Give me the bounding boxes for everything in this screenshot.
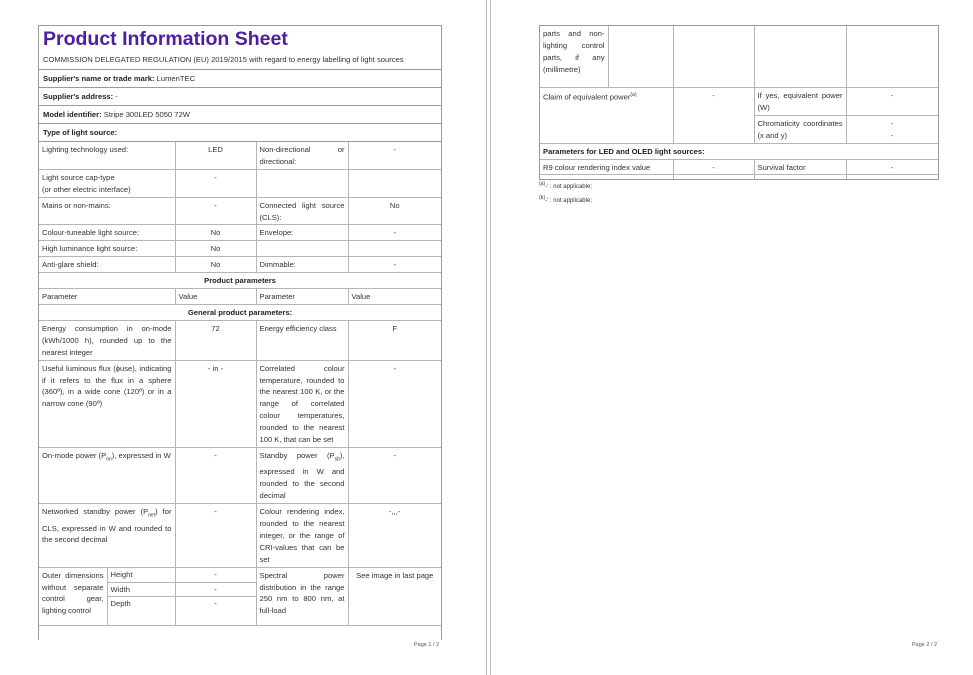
value-cell: - (846, 159, 938, 175)
table-row (39, 504, 441, 568)
general-parameters-header: General product parameters: (39, 304, 441, 320)
param-cell: High luminance light source: (39, 241, 175, 257)
model-identifier-value: Stripe 300LED 5050 72W (103, 110, 190, 119)
value-cell (348, 241, 441, 257)
param-cell (39, 504, 175, 568)
footnote-b-text: -' : not applicable; (545, 198, 592, 204)
param-cell: Colour rendering index, rounded to the nearest integer, or the range of CRI-values that can be set (256, 504, 348, 568)
value-cell: - (175, 197, 256, 225)
document-page-2 (491, 0, 973, 675)
col-parameter-1: Parameter (39, 289, 175, 305)
networked-sub: net (148, 512, 156, 519)
table-row (39, 567, 441, 626)
param-cell (540, 88, 673, 144)
table-row (39, 257, 441, 273)
param-cell: Colour-tuneable light source: (39, 225, 175, 241)
page-title: Product Information Sheet (43, 28, 288, 50)
param-cell: Survival factor (754, 159, 846, 175)
param-cell (256, 241, 348, 257)
light-source-type-label: Type of light source: (43, 128, 118, 137)
dimension-width-label: Width (107, 582, 175, 597)
value-cell: - (175, 169, 256, 197)
table-row (39, 360, 441, 447)
param-cell: Chromaticity coordinates (x and y) (754, 115, 846, 143)
column-header-row (39, 289, 441, 305)
regulation-text: COMMISSION DELEGATED REGULATION (EU) 2019/2015 with regard to energy labelling of light sources (39, 51, 441, 70)
networked-text: Networked standby power (P (42, 507, 149, 517)
value-cell: - (846, 88, 938, 116)
onmode-text: On-mode power (P (42, 450, 107, 460)
supplier-name-row (39, 70, 441, 88)
model-identifier-row (39, 106, 441, 124)
col-value-2: Value (348, 289, 441, 305)
dimension-values (176, 568, 256, 626)
value-cell: 72 (175, 320, 256, 360)
param-cell (39, 169, 175, 197)
param-cell: Energy efficiency class (256, 320, 348, 360)
table-row (540, 159, 938, 175)
value-cell: - (348, 257, 441, 273)
info-sheet-frame-continued (539, 25, 939, 180)
value-cell: - (348, 225, 441, 241)
dimensions-cell (39, 567, 175, 626)
param-cell: Lighting technology used: (39, 142, 175, 169)
light-source-type-row (39, 124, 441, 142)
table-row (39, 142, 441, 169)
dimension-value-row (176, 568, 256, 582)
page-number: Page 1 / 2 (414, 642, 440, 648)
param-cell: Useful luminous flux (ϕuse), indicating if it refers to the flux in a sphere (360º), in a wide cone (120º) or in a narrow cone (90º) (39, 360, 175, 447)
depth-value: - (214, 599, 217, 609)
page-gap-left (486, 0, 487, 675)
param-cell: If yes, equivalent power (W) (754, 88, 846, 116)
value-cell: No (175, 257, 256, 273)
supplier-address-label: Supplier's address: (43, 92, 114, 101)
section-header-row (39, 304, 441, 320)
param-cell: R9 colour rendering index value (540, 159, 673, 175)
param-cell: Anti-glare shield: (39, 257, 175, 273)
param-cell: Mains or non-mains: (39, 197, 175, 225)
height-value: - (176, 568, 256, 582)
chroma-value-1: - (890, 118, 894, 128)
value-cell: No (348, 197, 441, 225)
value-cell: LED (175, 142, 256, 169)
document-page-1 (0, 0, 486, 675)
continued-dimensions-text: parts and non-lighting control parts, if any (millimetre) (540, 26, 608, 88)
empty-cell (846, 175, 938, 180)
value-cell: - (175, 447, 256, 503)
param-cell: Envelope: (256, 225, 348, 241)
empty-cell (673, 26, 754, 88)
param-cell: Connected light source (CLS): (256, 197, 348, 225)
col-parameter-2: Parameter (256, 289, 348, 305)
table-row (540, 88, 938, 116)
model-identifier-label: Model identifier: (43, 110, 102, 119)
dimension-height-label: Height (107, 568, 175, 582)
supplier-name-value: LumenTEC (156, 74, 196, 83)
cap-type-line-2: (or other electric interface) (42, 184, 131, 194)
param-cell: Non-directional or directional: (256, 142, 348, 169)
empty-cell (754, 175, 846, 180)
value-cell: - (673, 159, 754, 175)
table-row (39, 169, 441, 197)
param-cell: Energy consumption in on-mode (kWh/1000 h), rounded up to the nearest integer (39, 320, 175, 360)
value-cell: No (175, 241, 256, 257)
table-row (39, 225, 441, 241)
table-row (39, 447, 441, 503)
value-cell: - (348, 360, 441, 447)
chroma-value-2: - (890, 130, 894, 140)
networked-rest: ) for CLS, expressed in W and rounded to the second decimal (42, 507, 172, 545)
cap-type-line-1: Light source cap-type (42, 172, 115, 182)
param-cell (39, 447, 175, 503)
claim-footnote-mark: (a) (630, 92, 637, 98)
info-sheet-frame (38, 25, 442, 640)
parameters-table (39, 142, 441, 626)
value-cell (846, 115, 938, 143)
footnote-b (539, 194, 592, 205)
standby-rest: ), expressed in W and rounded to the second decimal (259, 450, 345, 501)
footnote-a-text: -' : not applicable; (545, 184, 592, 190)
dimension-row (39, 568, 175, 582)
param-cell (256, 169, 348, 197)
page-number: Page 2 / 2 (912, 642, 938, 648)
supplier-name-label: Supplier's name or trade mark: (43, 74, 155, 83)
section-header-row (540, 143, 938, 159)
empty-cell (754, 26, 846, 88)
onmode-rest: ), expressed in W (111, 450, 171, 460)
param-cell: Dimmable: (256, 257, 348, 273)
table-row (540, 175, 938, 180)
table-row (540, 26, 938, 88)
table-row (39, 320, 441, 360)
led-parameters-header: Parameters for LED and OLED light sources: (540, 143, 938, 159)
value-cell: F (348, 320, 441, 360)
dimensions-split (39, 568, 175, 626)
value-cell: - (175, 504, 256, 568)
footnote-a-mark: (a) (539, 181, 546, 187)
value-cell: -,,,- (348, 504, 441, 568)
param-cell: Spectral power distribution in the range 250 nm to 800 nm, at full-load (256, 567, 348, 626)
value-cell: No (175, 225, 256, 241)
table-row (39, 197, 441, 225)
param-cell (256, 447, 348, 503)
value-cell: - (348, 447, 441, 503)
product-parameters-header: Product parameters (39, 273, 441, 289)
table-row (39, 241, 441, 257)
param-cell: Correlated colour temperature, rounded to the nearest 100 K, or the range of correlated colour temperatures, rounded to the nearest 100 K, that can be set (256, 360, 348, 447)
value-cell: See image in last page (348, 567, 441, 626)
claim-label: Claim of equivalent power (543, 92, 631, 102)
dimension-values-cell (175, 567, 256, 626)
dimension-value-row (176, 582, 256, 597)
supplier-address-value: - (115, 92, 118, 101)
value-cell (348, 169, 441, 197)
section-header-row (39, 273, 441, 289)
supplier-address-row (39, 88, 441, 106)
dimension-value-row (176, 597, 256, 626)
parameters-table-continued (540, 26, 938, 180)
value-cell (673, 175, 754, 180)
empty-cell (608, 26, 673, 88)
footnote-b-mark: (b) (539, 195, 546, 201)
standby-text: Standby power (P (259, 450, 335, 460)
empty-cell (846, 26, 938, 88)
col-value-1: Value (175, 289, 256, 305)
value-cell: - (348, 142, 441, 169)
dimension-depth-label: Depth (110, 599, 131, 609)
value-cell: - in - (175, 360, 256, 447)
width-value: - (176, 582, 256, 597)
value-cell: - (673, 88, 754, 144)
footnote-a (539, 180, 592, 191)
onmode-sub: on (106, 456, 112, 463)
standby-sub: sb (334, 456, 340, 463)
outer-dimensions-label: Outer dimensions without separate control gear, lighting control (39, 568, 107, 626)
